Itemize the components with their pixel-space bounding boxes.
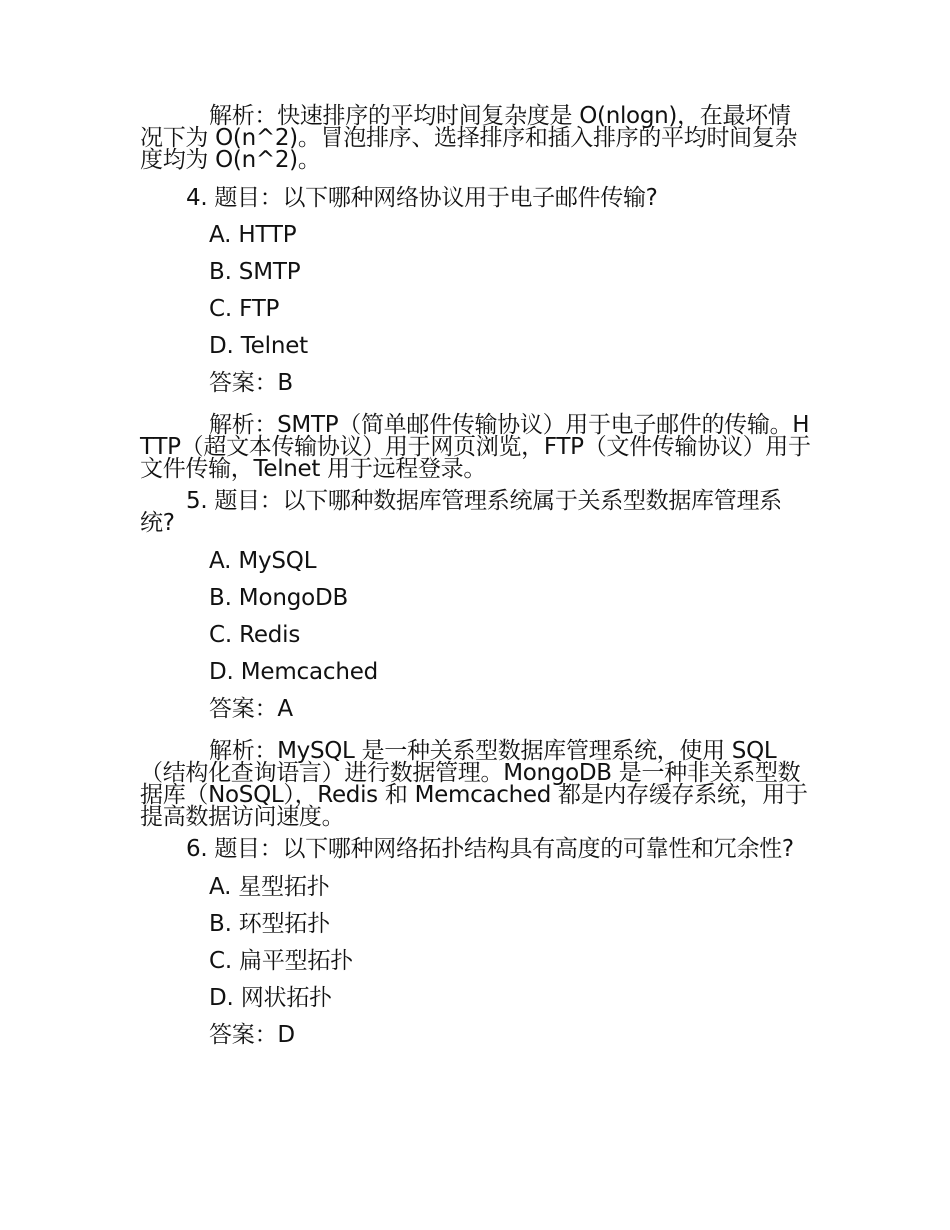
question-6 xyxy=(140,838,812,1054)
question-title: 6. 题目：以下哪种网络拓扑结构具有高度的可靠性和冗余性? xyxy=(186,836,794,862)
option-a: A. HTTP xyxy=(209,222,297,248)
question-title: 5. 题目：以下哪种数据库管理系统属于关系型数据库管理系统? xyxy=(140,488,782,536)
explanation-q3: 解析：快速排序的平均时间复杂度是 O(nlogn)，在最坏情况下为 O(n^2)。冒泡排序、选择排序和插入排序的平均时间复杂度均为 O(n^2)。 xyxy=(140,103,798,173)
option-c: C. Redis xyxy=(209,622,301,648)
answer: 答案：B xyxy=(209,370,293,396)
option-d: D. 网状拓扑 xyxy=(209,985,332,1011)
answer: 答案：A xyxy=(209,696,293,722)
question-4 xyxy=(140,180,812,480)
option-a: A. MySQL xyxy=(209,548,317,574)
explanation: 解析：SMTP（简单邮件传输协议）用于电子邮件的传输。HTTP（超文本传输协议）用于网页浏览，FTP（文件传输协议）用于文件传输，Telnet 用于远程登录。 xyxy=(140,412,811,482)
option-c: C. FTP xyxy=(209,296,280,322)
option-d: D. Telnet xyxy=(209,333,308,359)
option-b: B. 环型拓扑 xyxy=(209,911,331,937)
option-d: D. Memcached xyxy=(209,659,379,685)
question-title: 4. 题目：以下哪种网络协议用于电子邮件传输? xyxy=(186,185,658,211)
question-5 xyxy=(140,490,812,828)
answer: 答案：D xyxy=(209,1022,295,1048)
option-b: B. MongoDB xyxy=(209,585,349,611)
option-c: C. 扁平型拓扑 xyxy=(209,948,354,974)
content-column xyxy=(140,105,812,1054)
explanation: 解析：MySQL 是一种关系型数据库管理系统，使用 SQL（结构化查询语言）进行数据管理。MongoDB 是一种非关系型数据库（NoSQL），Redis 和 Memcached 都是内存缓存系统，用于提高数据访问速度。 xyxy=(140,738,808,830)
option-a: A. 星型拓扑 xyxy=(209,874,330,900)
option-b: B. SMTP xyxy=(209,259,301,285)
